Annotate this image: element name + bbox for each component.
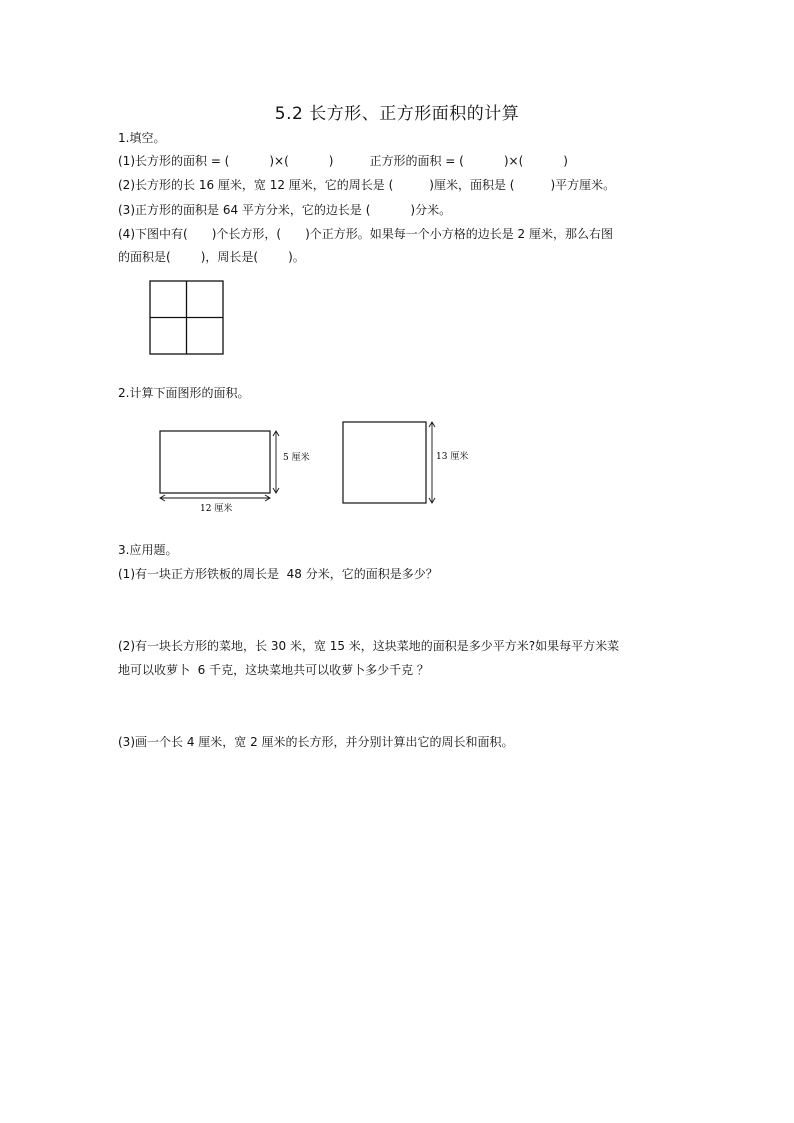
q3-problem-1: (1)有一块正方形铁板的周长是 48 分米，它的面积是多少？	[118, 567, 438, 581]
rectangle-figure	[150, 424, 330, 516]
q1-5-text-c: )。	[288, 250, 305, 264]
q1-item-4	[118, 226, 613, 242]
q1-5-text-a: 的面积是(	[118, 250, 171, 264]
q1-1-text-b: )×(	[269, 154, 289, 168]
q3-problem-3: (3)画一个长 4 厘米，宽 2 厘米的长方形，并分别计算出它的周长和面积。	[118, 735, 514, 749]
q3-heading: 3.应用题。	[118, 543, 178, 557]
page-title: 5.2 长方形、正方形面积的计算	[274, 104, 520, 124]
q1-5-text-b: )，周长是(	[200, 250, 259, 264]
q1-4-text-a: (4)下图中有(	[118, 227, 188, 241]
q1-1-text-c: )	[328, 154, 334, 168]
grid-figure	[149, 280, 225, 356]
q1-heading: 1.填空。	[118, 131, 166, 145]
square-shape	[343, 422, 426, 503]
q2-heading: 2.计算下面图形的面积。	[118, 386, 250, 400]
q3-problem-2-line-1: (2)有一块长方形的菜地，长 30 米，宽 15 米，这块菜地的面积是多少平方米?如果每平方米菜	[118, 639, 620, 653]
q1-item-2	[118, 177, 615, 193]
q1-3-text-a: (3)正方形的面积是 64 平方分米，它的边长是 (	[118, 203, 371, 217]
q1-item-4-cont	[118, 249, 305, 265]
rect-width-label: 12 厘米	[200, 504, 233, 514]
q1-1-text-d: 正方形的面积 = (	[369, 154, 464, 168]
square-side-label: 13 厘米	[436, 452, 469, 462]
q1-item-3	[118, 202, 451, 218]
square-figure	[335, 417, 485, 509]
q1-3-text-b: )分米。	[410, 203, 452, 217]
q3-problem-2-line-2: 地可以收萝卜 6 千克，这块菜地共可以收萝卜多少千克 ？	[118, 663, 429, 677]
q1-1-text-a: (1)长方形的面积 = (	[118, 154, 230, 168]
q1-2-text-a: (2)长方形的长 16 厘米，宽 12 厘米，它的周长是 (	[118, 178, 394, 192]
q1-4-text-b: )个长方形，(	[211, 227, 282, 241]
q1-2-text-c: )平方厘米。	[550, 178, 616, 192]
q1-4-text-c: )个正方形。如果每一个小方格的边长是 2 厘米，那么右图	[305, 227, 614, 241]
rect-height-label: 5 厘米	[283, 453, 310, 463]
q1-1-text-e: )×(	[503, 154, 524, 168]
q1-1-text-f: )	[563, 154, 568, 168]
q1-item-1	[118, 153, 568, 169]
rectangle-shape	[160, 431, 270, 493]
q1-2-text-b: )厘米，面积是 (	[429, 178, 515, 192]
